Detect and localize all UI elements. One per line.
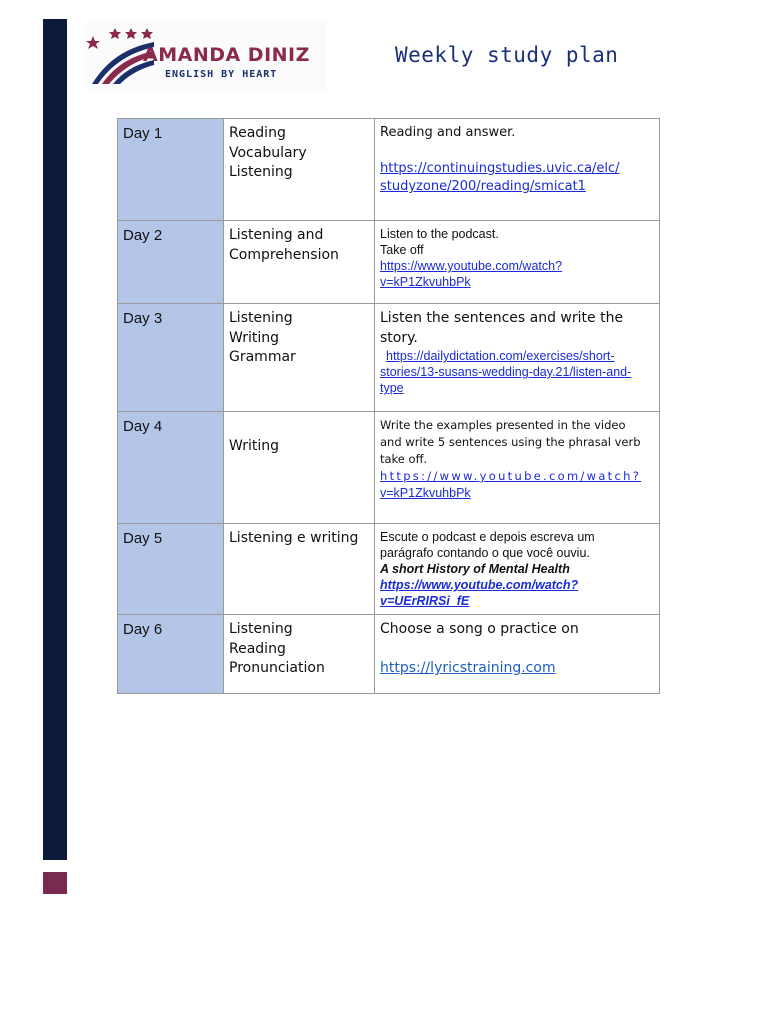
link-line: https://www.youtube.com/watch? [380, 469, 642, 483]
table-row-day-5 [118, 524, 660, 615]
skill-label: Pronunciation [229, 660, 325, 676]
logo-tagline: ENGLISH BY HEART [165, 69, 278, 80]
skill-label: Writing [229, 329, 279, 346]
table-row-day-3 [118, 304, 660, 412]
activity-cell [375, 221, 660, 304]
link-line: https://www.youtube.com/watch? [380, 259, 563, 273]
left-sidebar-bar [43, 19, 67, 860]
skill-label: Listening e writing [229, 530, 359, 546]
activity-text: and write 5 sentences using the phrasal verb [380, 435, 641, 449]
activity-cell [375, 304, 660, 412]
activity-text: Listen to the podcast. [380, 227, 499, 241]
table-row-day-2 [118, 221, 660, 304]
activity-text: Choose a song o practice on [380, 621, 579, 637]
activity-text: story. [380, 329, 418, 346]
link-line: studyzone/200/reading/smicat1 [380, 179, 586, 194]
skill-label: Grammar [229, 349, 296, 365]
table-row-day-4 [118, 412, 660, 524]
day-cell: Day 4 [118, 412, 224, 524]
skill-label: Reading [229, 125, 286, 141]
link-line: https://dailydictation.com/exercises/short- [386, 349, 615, 363]
activity-cell [375, 615, 660, 694]
skill-label: Listening [229, 164, 293, 180]
link-line: https://continuingstudies.uvic.ca/elc/ [380, 161, 620, 176]
activity-link[interactable] [380, 468, 654, 502]
link-line: v=kP1ZkvuhbPk [380, 275, 471, 289]
activity-cell [375, 412, 660, 524]
activity-cell [375, 119, 660, 221]
accent-square [43, 872, 67, 894]
skills-cell [224, 304, 375, 412]
link-line: v=kP1ZkvuhbPk [380, 486, 471, 500]
activity-emphasis: A short History of Mental Health [380, 562, 570, 576]
brand-logo [84, 22, 326, 90]
activity-link[interactable] [380, 348, 654, 396]
table-row-day-6 [118, 615, 660, 694]
skills-cell [224, 119, 375, 221]
activity-link[interactable] [380, 258, 654, 290]
activity-text: take off. [380, 452, 428, 466]
link-line: v=UErRIRSi_fE [380, 594, 470, 608]
table-row-day-1 [118, 119, 660, 221]
skills-cell [224, 412, 375, 524]
skills-cell [224, 524, 375, 615]
link-line: https://www.youtube.com/watch? [380, 578, 579, 592]
activity-cell [375, 524, 660, 615]
day-cell: Day 6 [118, 615, 224, 694]
skills-cell [224, 615, 375, 694]
skill-label: Listening [229, 310, 293, 326]
activity-link[interactable] [380, 160, 654, 196]
link-line: stories/13-susans-wedding-day.21/listen-and- [380, 365, 632, 379]
link-line: type [380, 381, 404, 395]
study-plan-table [117, 118, 660, 694]
activity-text: Listen the sentences and write the [380, 310, 624, 326]
activity-text: Write the examples presented in the video [380, 418, 626, 432]
skill-label: Reading [229, 640, 286, 657]
skills-cell [224, 221, 375, 304]
skill-label: Comprehension [229, 246, 339, 263]
day-cell: Day 2 [118, 221, 224, 304]
activity-text: Take off [380, 243, 424, 257]
activity-text: Reading and answer. [380, 125, 516, 140]
day-cell: Day 1 [118, 119, 224, 221]
skill-label: Writing [229, 437, 279, 454]
activity-text: parágrafo contando o que você ouviu. [380, 546, 590, 560]
activity-text: Escute o podcast e depois escreva um [380, 530, 595, 544]
page-title: Weekly study plan [395, 43, 619, 67]
skill-label: Vocabulary [229, 144, 307, 161]
activity-link[interactable]: https://lyricstraining.com [380, 660, 556, 676]
logo-name: AMANDA DINIZ [143, 44, 310, 66]
skill-label: Listening and [229, 227, 324, 243]
activity-link[interactable] [380, 577, 654, 609]
day-cell: Day 5 [118, 524, 224, 615]
day-cell: Day 3 [118, 304, 224, 412]
skill-label: Listening [229, 621, 293, 637]
